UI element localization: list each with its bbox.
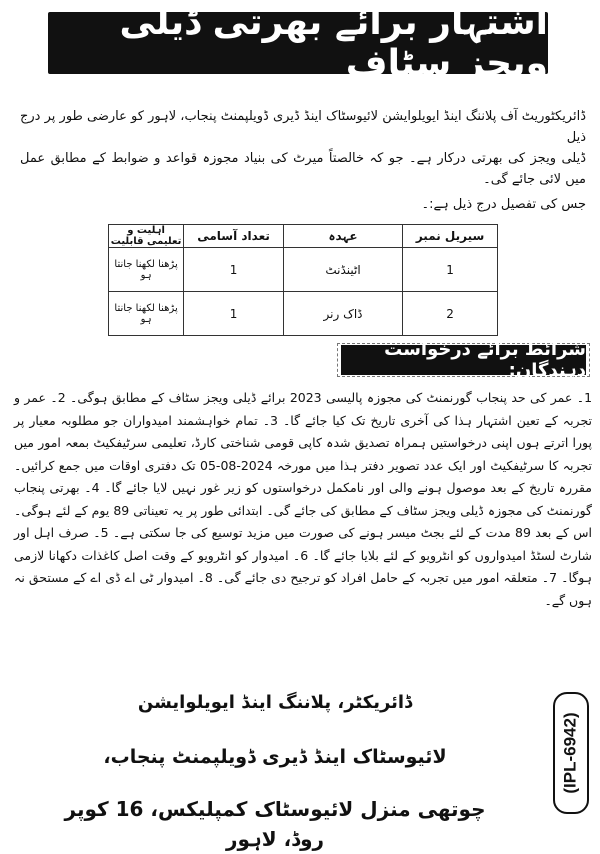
- intro-line-2: ڈیلی ویجز کی بھرتی درکار ہے۔ جو کہ خالصتاً میرٹ کی بنیاد مجوزہ قواعد و ضوابط کے مطابق عمل میں لائی جائے گی۔: [20, 151, 586, 187]
- posts-table-header-row: [109, 225, 498, 248]
- table-row: [109, 292, 498, 336]
- cell-qualification: پڑھنا لکھنا جانتا ہو: [109, 292, 184, 336]
- cell-qualification: پڑھنا لکھنا جانتا ہو: [109, 248, 184, 292]
- conditions-text: 1۔ عمر کی حد پنجاب گورنمنٹ کی مجوزہ پالیسی 2023 برائے ڈیلی ویجز سٹاف کے مطابق ہوگی۔ 2۔ عمر و تجربہ کے تعین اشتہار ہذا کی آخری تاریخ تک کیا جائے گا۔ 3۔ تمام خواہشمند امیدواران جو مطلوبہ معیار پر پورا اترتے ہوں اپنی درخواستیں ہمراہ تصدیق شدہ کاپی قومی شناختی کارڈ، تعلیمی سرٹیفکیٹ بمعہ امور میں تجربہ کا سرٹیفکیٹ اور ایک عدد تصویر دفتر ہذا میں مورخہ 2024-08-05 تک دفتری اوقات میں جمع کرائیں۔ مقررہ تاریخ کے بعد موصول ہونے والی اور نامکمل درخواستوں کو زیر غور نہیں لایا جائے گا۔ 4۔ بھرتی پنجاب گورنمنٹ کی مجوزہ ڈیلی ویجز سٹاف کے مطابق کی جائے گی۔ ابتدائی طور پر یہ تعیناتی 89 یوم کے لئے ہوگی۔ اس کے بعد 89 مدت کے لئے بجٹ میسر ہونے کی صورت میں مزید توسیع کی جا سکتی ہے۔ 5۔ صرف اہل اور شارٹ لسٹڈ امیدواروں کو انٹرویو کے لئے بلایا جائے گا۔ 6۔ امیدوار کو انٹرویو کے وقت اصل کاغذات دکھانا لازمی ہوگا۔ 7۔ متعلقہ امور میں تجربہ کے حامل افراد کو ترجیح دی جائے گی۔ 8۔ امیدوار ٹی اے ڈی اے کے مستحق نہ ہوں گے۔: [14, 390, 593, 608]
- cell-serial: 2: [403, 292, 498, 336]
- posts-table: [108, 224, 498, 336]
- ad-title: اشتہار برائے بھرتی ڈیلی ویجز سٹاف: [119, 2, 548, 84]
- conditions-paragraph: [14, 387, 592, 612]
- cell-serial: 1: [403, 248, 498, 292]
- ipl-code-box: [553, 692, 589, 814]
- ipl-code: (IPL-6942): [561, 712, 580, 794]
- conditions-heading-text: شرائط برائے درخواست دہندگان:: [384, 339, 586, 381]
- intro-paragraph: [20, 106, 586, 215]
- signature-block: [60, 688, 490, 854]
- signature-department: لائیوسٹاک اینڈ ڈیری ڈویلپمنٹ پنجاب،: [103, 746, 447, 768]
- header-count: تعداد آسامی: [184, 225, 284, 248]
- signature-designation: ڈائریکٹر، پلاننگ اینڈ ایویلوایشن: [137, 692, 413, 713]
- header-qualification: اہلیت و تعلیمی قابلیت: [109, 225, 184, 248]
- cell-post: اٹینڈنٹ: [283, 248, 402, 292]
- signature-address: چوتھی منزل لائیوسٹاک کمپلیکس، 16 کوپر روڈ، لاہور: [64, 797, 486, 851]
- header-post: عہدہ: [283, 225, 402, 248]
- header-serial: سیریل نمبر: [403, 225, 498, 248]
- cell-count: 1: [184, 248, 284, 292]
- intro-line-1: ڈائریکٹوریٹ آف پلاننگ اینڈ ایویلوایشن لائیوسٹاک اینڈ ڈیری ڈویلپمنٹ پنجاب، لاہور کو عارضی طور پر درج ذیل: [20, 109, 586, 145]
- conditions-heading: [341, 339, 586, 381]
- table-row: [109, 248, 498, 292]
- cell-post: ڈاک رنر: [283, 292, 402, 336]
- cell-count: 1: [184, 292, 284, 336]
- intro-line-3: جس کی تفصیل درج ذیل ہے:۔: [421, 197, 586, 212]
- ad-title-banner: [48, 2, 548, 84]
